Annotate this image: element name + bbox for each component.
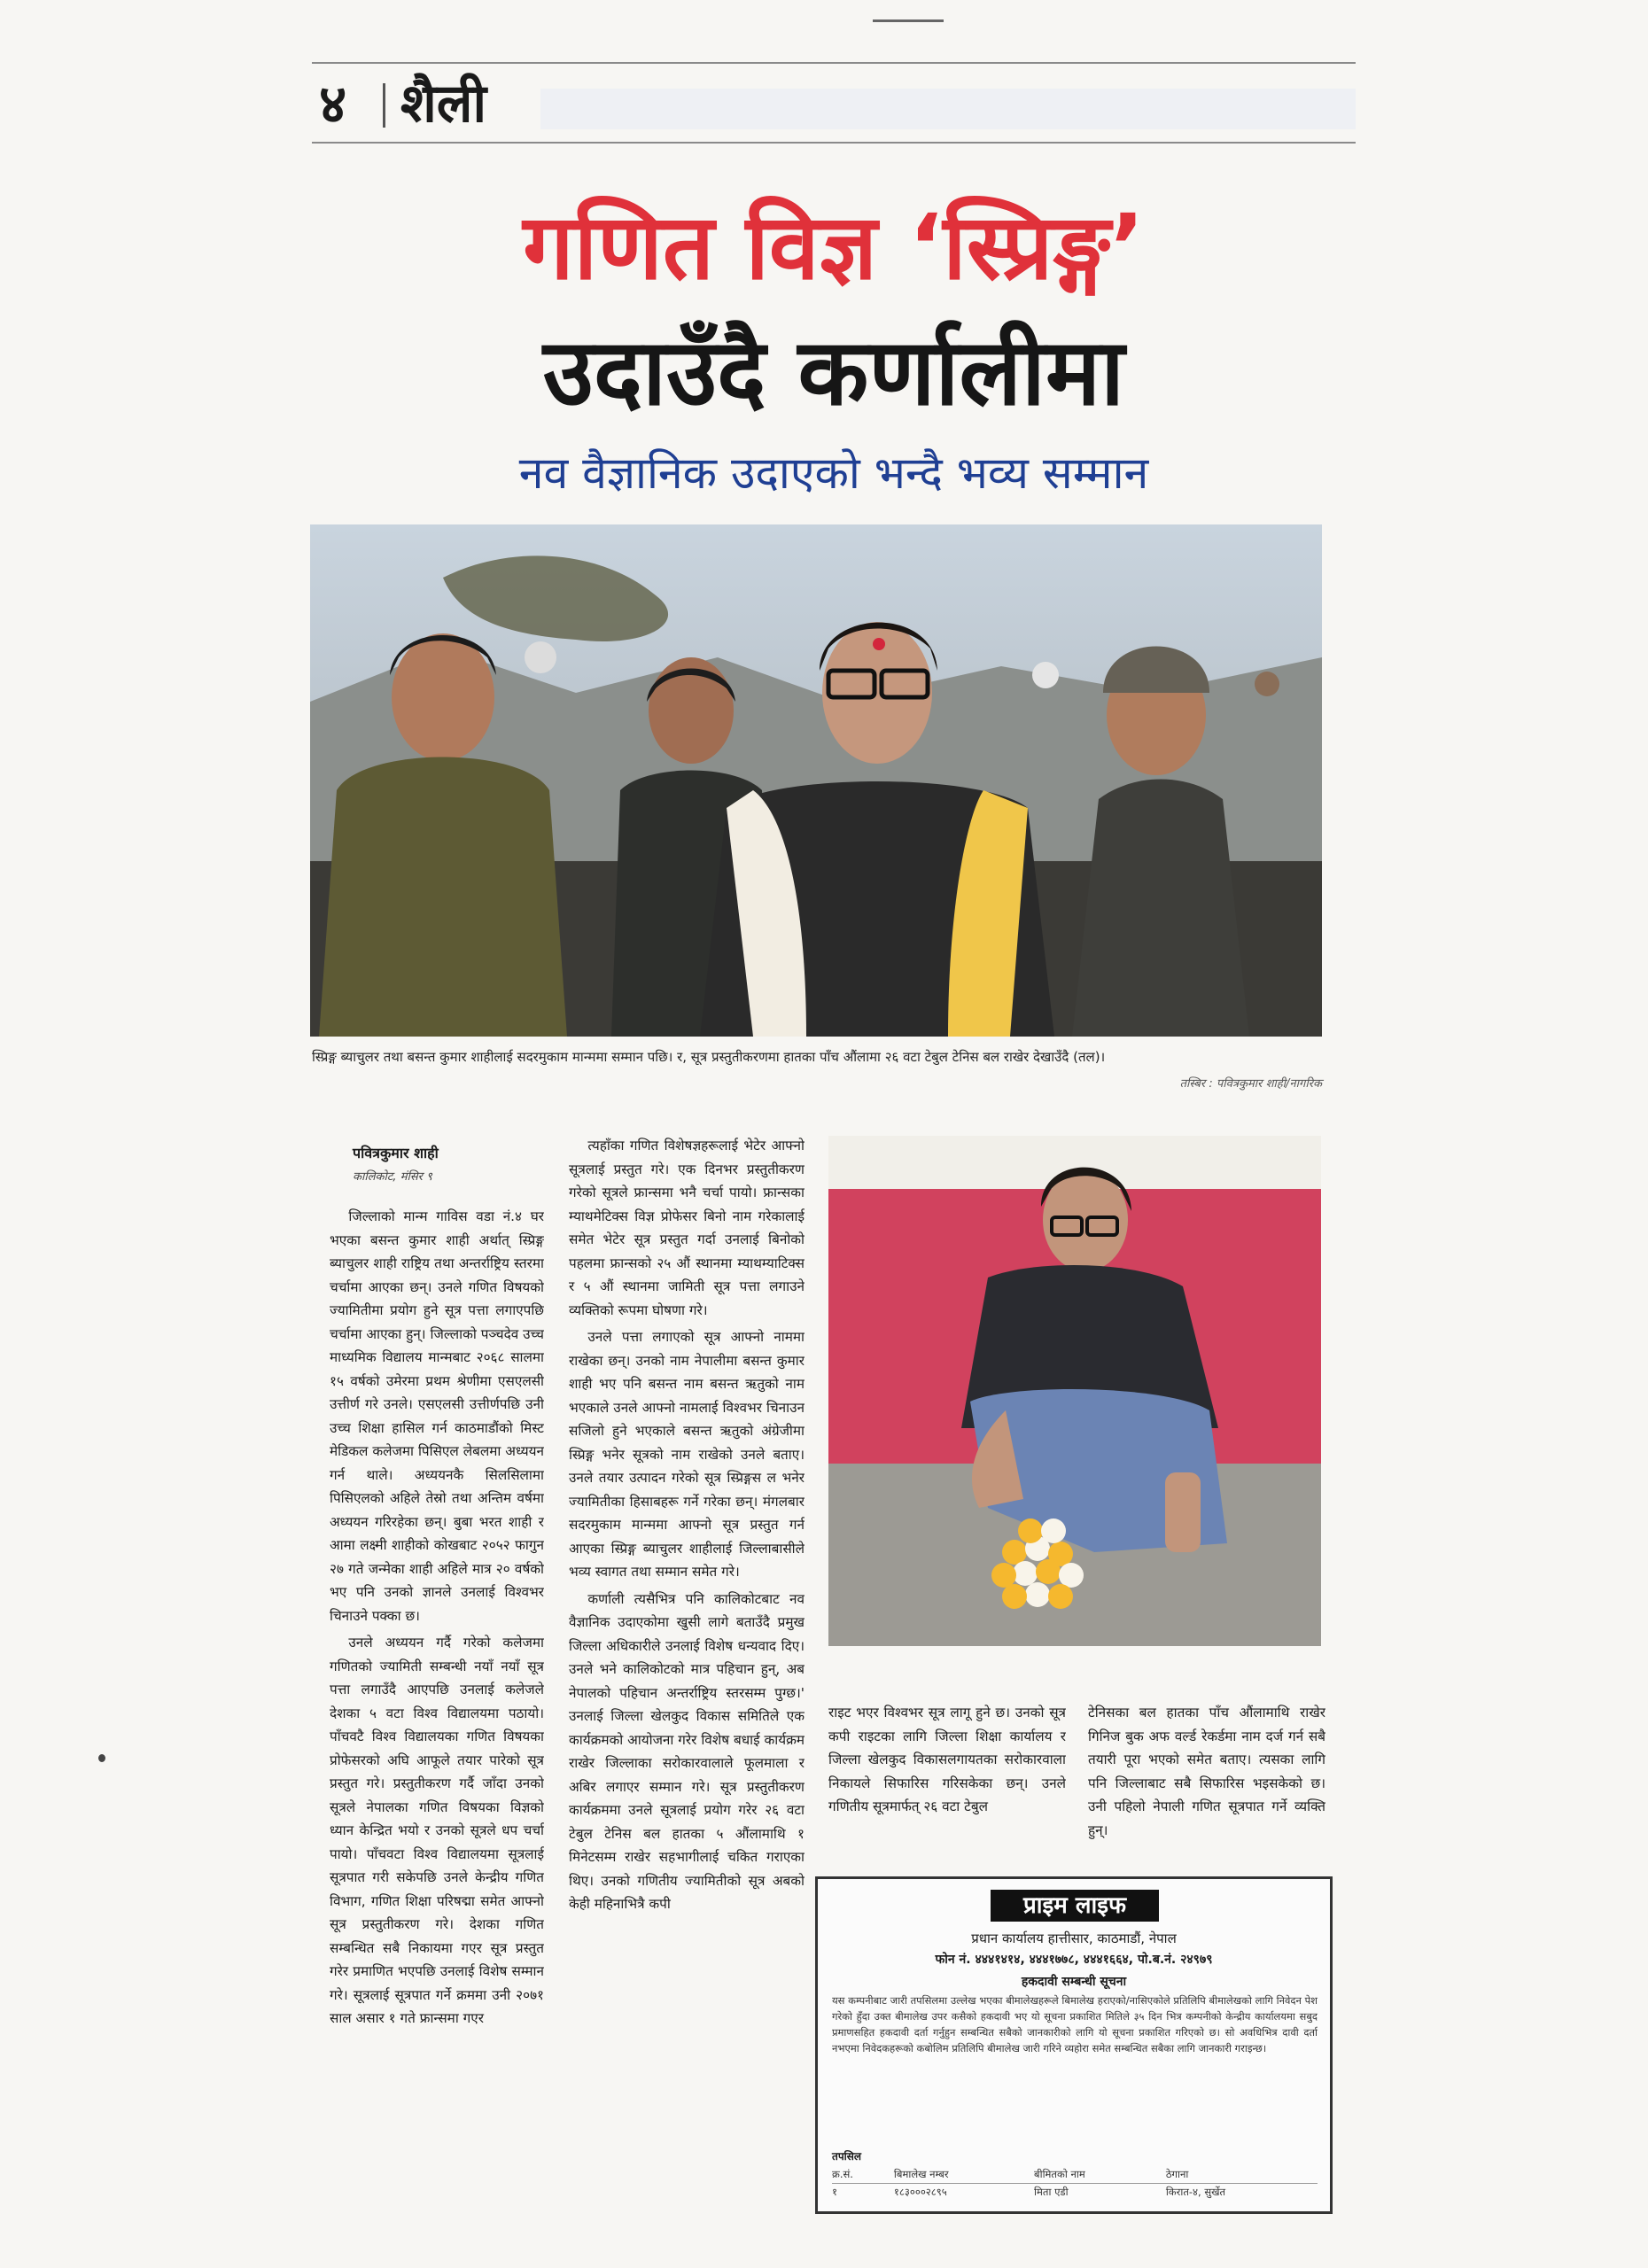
article-paragraph: टेनिसका बल हातका पाँच औंलामाथि राखेर गिनिज बुक अफ वर्ल्ड रेकर्डमा नाम दर्ज गर्न सबै तयारी पूरा भएको समेत बताए। त्यसका लागि पनि जिल्लाबाट सबै सिफारिस भइसकेको छ। उनी पहिलो नेपाली गणित सूत्रपात गर्ने व्यक्ति हुन्। — [1088, 1705, 1325, 1838]
article-paragraph: त्यहाँका गणित विशेषज्ञहरूलाई भेटेर आफ्नो सूत्रलाई प्रस्तुत गरे। एक दिनभर प्रस्तुतीकरण गरेको सूत्रले फ्रान्समा भनै चर्चा पायो। फ्रान्सका म्याथमेटिक्स विज्ञ प्रोफेसर बिनो नाम गरेकालाई समेत भेटेर सूत्र प्रस्तुत गर्दा उनलाई बिनोको पहलमा फ्रान्सको २५ औं स्थानमा म्याथम्याटिक्स र ५ औं स्थानमा जामिती सूत्र पत्ता लगाउने व्यक्तिको रूपमा घोषणा गरे। — [569, 1138, 805, 1318]
article-paragraph: उनले पत्ता लगाएको सूत्र आफ्नो नाममा राखेका छन्। उनको नाम नेपालीमा बसन्त कुमार शाही भए पनि बसन्त नाम बसन्त ऋतुको नाम भएकाले उनले आफ्नो नामलाई विश्वभर चिनाउन सजिलो हुने भएकाले बसन्त ऋतुको अंग्रेजीमा स्प्रिङ्ग भनेर सूत्रको नाम राखेको उनले बताए। उनले तयार उत्पादन गरेको सूत्र स्प्रिङ्गस ल भनेर ज्यामितीका हिसाबहरू गर्ने गरेका छन्। मंगलबार सदरमुकाम मान्ममा आफ्नो सूत्र प्रस्तुत गर्न आएका स्प्रिङ्ग ब्याचुलर शाहीलाई जिल्लाबासीले भव्य स्वागत तथा सम्मान समेत गरे। — [569, 1329, 805, 1580]
table-header-cell: बीमितको नाम — [1034, 2166, 1166, 2184]
section-title: शैली — [400, 73, 487, 135]
article-paragraph: कर्णाली त्यसैभित्र पनि कालिकोटबाट नव वैज्ञानिक उदाएकोमा खुसी लागे बताउँदै प्रमुख जिल्ला अधिकारीले उनलाई विशेष धन्यवाद दिए। उनले भने कालिकोटको मात्र पहिचान हुन्, अब नेपालको पहिचान अन्तर्राष्ट्रिय स्तरसम्म पुग्छ।' उनलाई जिल्ला खेलकुद विकास समितिले एक कार्यक्रमको आयोजना गरेर विशेष बधाई कार्यक्रम राखेर जिल्लाका सरोकारवालाले फूलमाला र अबिर लगाएर सम्मान गरे। सूत्र प्रस्तुतीकरण कार्यक्रममा उनले सूत्रलाई प्रयोग गरेर २६ वटा टेबुल टेनिस बल हातका ५ औंलामाथि १ मिनेटसम्म राखेर सहभागीलाई चकित गराएका थिए। उनको गणितीय ज्यामितीको सूत्र अबको केही महिनाभित्रै कपी — [569, 1590, 805, 1912]
ad-brand-title: प्राइम लाइफ — [991, 1890, 1159, 1922]
main-group-photo — [310, 524, 1322, 1037]
table-cell: १ — [832, 2186, 837, 2198]
ad-phone-line: फोन नं. ४४४१४१४, ४४४१७७८, ४४४१६६४, पो.ब.नं. २४९७९ — [935, 1953, 1213, 1967]
margin-dot — [98, 1754, 105, 1762]
ad-office-address: प्रधान कार्यालय हात्तीसार, काठमाडौं, नेपाल — [971, 1930, 1177, 1946]
article-paragraph: उनले अध्ययन गर्दै गरेको कलेजमा गणितको ज्यामिती सम्बन्धी नयाँ नयाँ सूत्र पत्ता लगाउँदै आएपछि उनलाई कलेजले देशका ५ वटा विश्व विद्यालयमा पठायो। पाँचवटै विश्व विद्यालयका गणित विषयका प्रोफेसरको अघि आफूले तयार पारेको सूत्र प्रस्तुत गरे। प्रस्तुतीकरण गर्दै जाँदा उनको सूत्रले नेपालका गणित विषयका विज्ञको ध्यान केन्द्रित भयो र उनको सूत्रले धप चर्चा पायो। पाँचवटा विश्व विद्यालयमा सूत्रलाई सूत्रपात गरी सकेपछि उनले केन्द्रीय गणित विभाग, गणित शिक्षा परिषद्मा समेत आफ्नो सूत्र प्रस्तुतीकरण गरे। देशका गणित सम्बन्धित सबै निकायमा गएर सूत्र प्रस्तुत गरेर प्रमाणित भएपछि उनलाई विशेष सम्मान गरे। सूत्रलाई सूत्रपात गर्ने क्रममा उनी २०७१ साल असार १ गते फ्रान्समा गएर — [330, 1635, 544, 2026]
header-top-rule — [312, 62, 1356, 64]
ad-notice-body: यस कम्पनीबाट जारी तपसिलमा उल्लेख भएका बीमालेखहरूले बिमालेख हराएको/नासिएकोले प्रतिलिपि बीमालेखको लागि निवेदन पेश गरेको हुँदा उक्त बीमालेख उपर कसैको हकदावी भए यो सूचना प्रकाशित मितिले ३५ दिन भित्र कम्पनीको केन्द्रीय कार्यालयमा सबुद प्रमाणसहित हकदावी दर्ता गर्नुहुन सम्बन्धित सबैको जानकारीको लागि यो सूचना प्रकाशित गरिएको छ। सो अवधिभित्र दावी दर्ता नभएमा निवेदकहरूको कबोलिम प्रतिलिपि बीमालेख जारी गरिने व्यहोरा समेत सम्बन्धित सबैका लागि जानकारी गराइन्छ। — [832, 1994, 1318, 2054]
insurance-notice-ad — [815, 1876, 1333, 2214]
dateline: कालिकोट, मंसिर ९ — [353, 1170, 432, 1184]
table-cell: मिता एडी — [1034, 2186, 1069, 2198]
article-column-1 — [330, 1205, 544, 2210]
ad-schedule-label: तपसिल — [832, 2150, 862, 2163]
article-column-2 — [569, 1134, 805, 2210]
article-paragraph: राइट भएर विश्वभर सूत्र लागू हुने छ। उनको सूत्र कपी राइटका लागि जिल्ला शिक्षा कार्यालय र जिल्ला खेलकुद विकासलगायतका सरोकारवाला निकायले सिफारिस गरिसकेका छन्। उनले गणितीय सूत्रमार्फत् २६ वटा टेबुल — [828, 1705, 1066, 1814]
table-header-cell: क्र.सं. — [832, 2166, 894, 2184]
ad-notice-heading: हकदावी सम्बन्धी सूचना — [1021, 1975, 1127, 1989]
table-header-cell: बिमालेख नम्बर — [894, 2166, 1034, 2184]
article-column-3 — [828, 1701, 1066, 1869]
photo-caption: स्प्रिङ्ग ब्याचुलर तथा बसन्त कुमार शाहीलाई सदरमुकाम मान्ममा सम्मान पछि। र, सूत्र प्रस्तुतीकरणमा हातका पाँच औंलामा २६ वटा टेबुल टेनिस बल राखेर देखाउँदै (तल)। — [312, 1049, 1106, 1065]
article-paragraph: जिल्लाको मान्म गाविस वडा नं.४ घर भएका बसन्त कुमार शाही अर्थात् स्प्रिङ्ग ब्याचुलर शाही राष्ट्रिय तथा अन्तर्राष्ट्रिय स्तरमा चर्चामा आएका छन्। उनले गणित विषयको ज्यामितीमा प्रयोग हुने सूत्र पत्ता लगाएपछि चर्चामा आएका हुन्। जिल्लाको पञ्चदेव उच्च माध्यमिक विद्यालय मान्मबाट २०६८ सालमा १५ वर्षको उमेरमा प्रथम श्रेणीमा एसएलसी उत्तीर्ण गरे उनले। एसएलसी उत्तीर्णपछि उनी उच्च शिक्षा हासिल गर्न काठमाडौंको मिस्ट मेडिकल कलेजमा पिसिएल लेबलमा अध्ययन गर्न थाले। अध्ययनकै सिलसिलामा पिसिएलको अहिले तेस्रो तथा अन्तिम वर्षमा अध्ययन गरिरहेका छन्। बुबा भरत शाही र आमा लक्ष्मी शाहीको कोखबाट २०५२ फागुन २७ गते जन्मेका शाही अहिले मात्र २० वर्षको भए पनि उनको ज्ञानले उनलाई विश्वभर चिनाउने पक्का छ। — [330, 1208, 544, 1624]
ad-policy-table — [832, 2166, 1318, 2201]
article-column-4 — [1088, 1701, 1325, 1869]
header-band — [540, 89, 1356, 129]
photo-credit: तस्बिर : पवित्रकुमार शाही/नागरिक — [1179, 1077, 1322, 1091]
table-cell: १८३०००२८९५ — [893, 2186, 947, 2198]
subheadline: नव वैज्ञानिक उदाएको भन्दै भव्य सम्मान — [518, 447, 1149, 499]
headline-line-1: गणित विज्ञ ‘स्प्रिङ्ग’ — [523, 195, 1145, 300]
table-row — [832, 2184, 1318, 2202]
ball-demo-photo — [828, 1136, 1321, 1646]
header-separator — [383, 83, 385, 128]
table-cell: किरात-४, सुर्खेत — [1165, 2186, 1226, 2198]
table-header-cell: ठेगाना — [1166, 2166, 1318, 2184]
header-bottom-rule — [312, 142, 1356, 144]
byline: पवित्रकुमार शाही — [353, 1145, 439, 1161]
page-number: ४ — [319, 74, 347, 136]
page-top-mark — [873, 19, 944, 22]
headline-line-2: उदाउँदै कर्णालीमा — [542, 318, 1125, 426]
